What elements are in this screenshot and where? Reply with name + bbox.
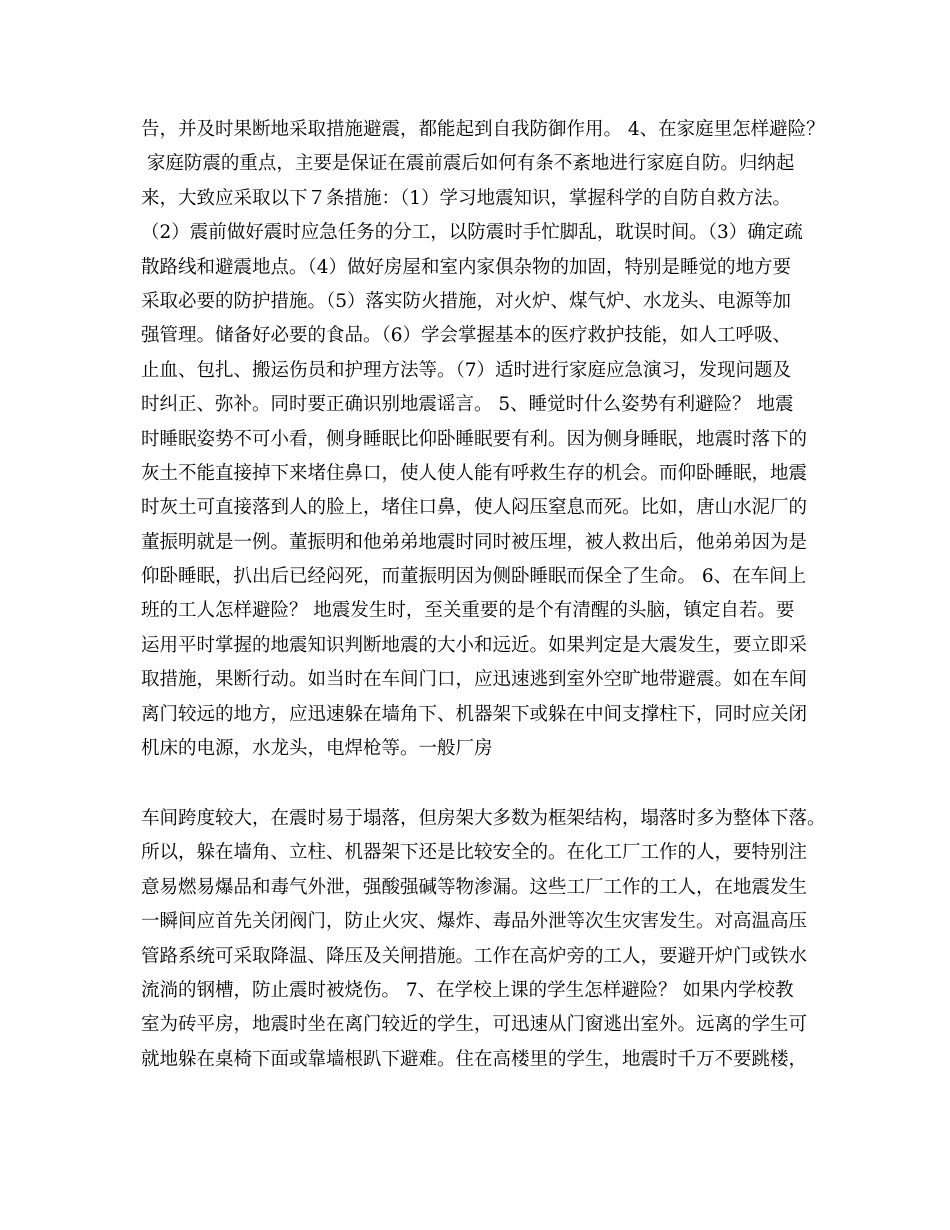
text-line: 一瞬间应首先关闭阀门，防止火灾、爆炸、毒品外泄等次生灾害发生。对高温高压 — [141, 911, 808, 933]
text-line: 班的工人怎样避险？ 地震发生时，至关重要的是个有清醒的头脑，镇定自若。要 — [141, 600, 795, 622]
text-line: 离门较远的地方，应迅速躲在墙角下、机器架下或躲在中间支撑柱下，同时应关闭 — [141, 703, 808, 725]
text-line: 来，大致应采取以下７条措施：（1）学习地震知识，掌握科学的自防自救方法。 — [141, 187, 792, 209]
text-line: 管路系统可采取降温、降压及关闸措施。工作在高炉旁的工人，要避开炉门或铁水 — [141, 945, 808, 967]
text-line: 灰土不能直接掉下来堵住鼻口，使人使人能有呼救生存的机会。而仰卧睡眠，地震 — [141, 462, 808, 484]
text-line: 止血、包扎、搬运伤员和护理方法等。（7）适时进行家庭应急演习，发现问题及 — [141, 359, 792, 381]
text-line: （2）震前做好震时应急任务的分工，以防震时手忙脚乱，耽误时间。（3）确定疏 — [141, 222, 803, 244]
text-line: 室为砖平房，地震时坐在离门较近的学生，可迅速从门窗逃出室外。远离的学生可 — [141, 1014, 808, 1036]
text-line: 散路线和避震地点。（4）做好房屋和室内家俱杂物的加固，特别是睡觉的地方要 — [141, 256, 792, 278]
text-line: 采取必要的防护措施。（5）落实防火措施，对火炉、煤气炉、水龙头、电源等加 — [141, 290, 792, 312]
text-line: 时灰土可直接落到人的脸上，堵住口鼻，使人闷压窒息而死。比如，唐山水泥厂的 — [141, 497, 808, 519]
text-line: 流淌的钢槽，防止震时被烧伤。 7、在学校上课的学生怎样避险？ 如果内学校教 — [141, 979, 794, 1001]
text-line: 强管理。储备好必要的食品。（6）学会掌握基本的医疗救护技能，如人工呼吸、 — [141, 325, 792, 347]
text-line: 家庭防震的重点，主要是保证在震前震后如何有条不紊地进行家庭自防。归纳起 — [141, 153, 795, 175]
paragraph-1 — [141, 113, 829, 766]
text-line: 机床的电源，水龙头，电焊枪等。一般厂房 — [141, 738, 493, 760]
text-line: 时睡眠姿势不可小看，侧身睡眠比仰卧睡眠要有利。因为侧身睡眠，地震时落下的 — [141, 428, 808, 450]
text-line: 告，并及时果断地采取措施避震，都能起到自我防御作用。 4、在家庭里怎样避险？ — [141, 119, 825, 140]
text-line: 董振明就是一例。董振明和他弟弟地震时同时被压埋，被人救出后，他弟弟因为是 — [141, 531, 808, 553]
text-line: 取措施，果断行动。如当时在车间门口，应迅速逃到室外空旷地带避震。如在车间 — [141, 669, 808, 691]
text-line: 意易燃易爆品和毒气外泄，强酸强碱等物渗漏。这些工厂工作的工人，在地震发生 — [141, 876, 808, 898]
text-line: 所以，躲在墙角、立柱、机器架下还是比较安全的。在化工厂工作的人，要特别注 — [141, 842, 808, 864]
text-line: 车间跨度较大，在震时易于塌落，但房架大多数为框架结构，塌落时多为整体下落。 — [141, 808, 826, 829]
text-line: 就地躲在桌椅下面或靠墙根趴下避难。住在高楼里的学生，地震时千万不要跳楼， — [141, 1048, 808, 1070]
text-line: 时纠正、弥补。同时要正确识别地震谣言。 5、睡觉时什么姿势有利避险？ 地震 — [141, 394, 794, 416]
paragraph-2 — [141, 802, 829, 1077]
text-line: 运用平时掌握的地震知识判断地震的大小和远近。如果判定是大震发生，要立即采 — [141, 634, 808, 656]
text-line: 仰卧睡眠，扒出后已经闷死，而董振明因为侧卧睡眠而保全了生命。 6、在车间上 — [141, 566, 807, 588]
